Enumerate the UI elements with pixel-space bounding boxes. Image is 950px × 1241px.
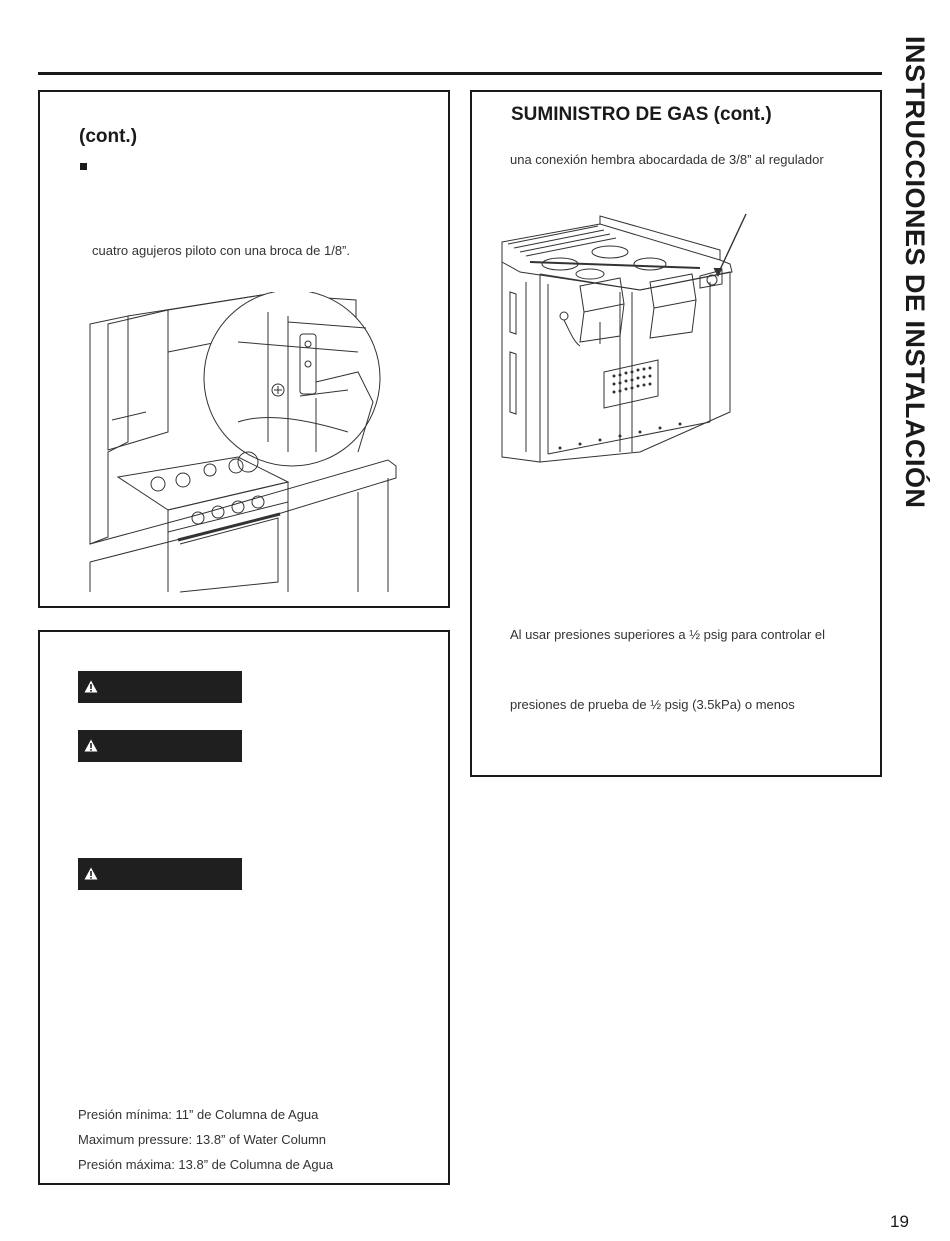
top-rule [38, 72, 882, 75]
box-heading: SUMINISTRO DE GAS (cont.) [511, 104, 772, 125]
page-number: 19 [890, 1212, 909, 1231]
test-pressure-text: presiones de prueba de ½ psig (3.5kPa) o menos [510, 697, 795, 712]
warning-banner [78, 671, 242, 703]
section-side-title: INSTRUCCIONES DE INSTALACIÓN [900, 36, 930, 509]
gas-supply-box [470, 90, 882, 777]
warning-banner [78, 730, 242, 762]
max-pressure-es-text: Presión máxima: 13.8” de Columna de Agua [78, 1157, 334, 1172]
box-heading: (cont.) [79, 126, 138, 147]
bullet-marker [80, 163, 87, 170]
regulator-connection-text: una conexión hembra abocardada de 3/8” al regulador [510, 152, 824, 167]
max-pressure-en-text: Maximum pressure: 13.8” of Water Column [78, 1132, 327, 1147]
pressure-control-text: Al usar presiones superiores a ½ psig para controlar el [510, 627, 826, 642]
range-bracket-illustration [88, 292, 398, 597]
gas-warnings-box [38, 630, 450, 1185]
warning-banner [78, 858, 242, 890]
min-pressure-text: Presión mínima: 11” de Columna de Agua [78, 1107, 319, 1122]
warning-icon [84, 739, 98, 752]
range-rear-illustration [500, 212, 750, 472]
warning-icon [84, 680, 98, 693]
warning-icon [84, 867, 98, 880]
anti-tip-bracket-box [38, 90, 450, 608]
drill-instruction-text: cuatro agujeros piloto con una broca de 1/8”. [92, 243, 351, 258]
